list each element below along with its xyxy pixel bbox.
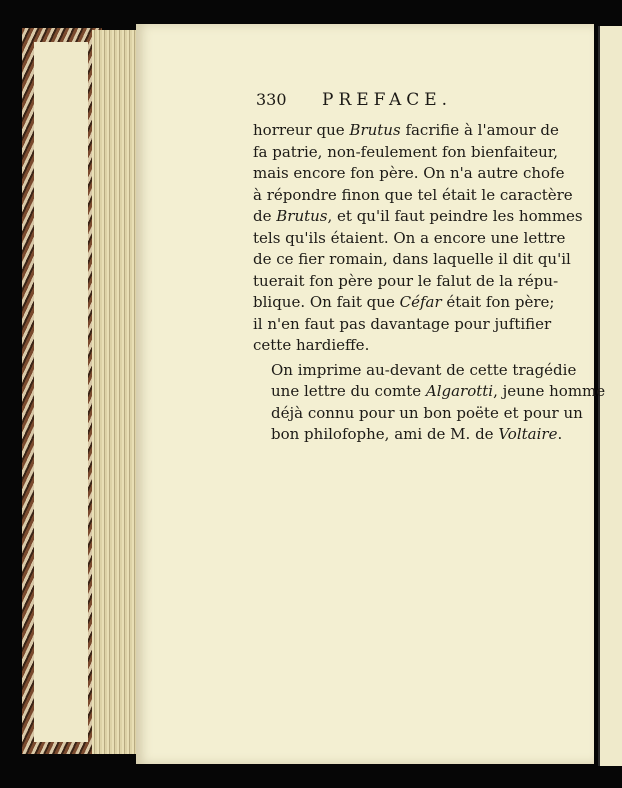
text-line <box>253 271 559 293</box>
text-line <box>253 403 583 425</box>
page-number: 330 <box>256 90 287 109</box>
text-line <box>253 360 577 382</box>
text-run: de <box>253 207 277 225</box>
text-line <box>253 424 563 446</box>
text-run: une lettre du comte <box>271 382 426 400</box>
text-run: tuerait fon père pour le falut de la répu- <box>253 271 559 290</box>
italic-name: Voltaire <box>498 425 558 443</box>
page-stack-edges <box>92 30 142 754</box>
text-run: , jeune homme <box>493 382 606 400</box>
text-line <box>253 185 573 207</box>
text-run: à répondre finon que tel était le caractère <box>253 185 573 204</box>
section-title: PREFACE. <box>322 90 453 110</box>
italic-name: Algarotti <box>425 382 494 400</box>
text-run: il n'en faut pas davantage pour juftifier <box>253 314 552 333</box>
text-run: fa patrie, non-feulement fon bienfaiteur, <box>253 142 559 161</box>
text-line <box>253 163 565 185</box>
text-line <box>253 381 606 403</box>
text-line <box>253 314 552 336</box>
text-line <box>253 335 525 357</box>
text-run: bon philofophe, ami de M. de <box>271 425 499 443</box>
text-run: cette hardieffe. <box>253 336 370 354</box>
text-run: déjà connu pour un bon poëte et pour un <box>271 403 583 422</box>
text-line <box>253 292 555 314</box>
italic-name: Brutus <box>349 121 401 139</box>
italic-name: Brutus <box>276 207 328 225</box>
paragraph-1 <box>253 120 583 357</box>
text-run: de ce fier romain, dans laquelle il dit qu'il <box>253 250 571 268</box>
text-run: blique. On fait que <box>253 293 400 311</box>
text-line <box>253 249 571 271</box>
italic-name: Céfar <box>399 293 442 311</box>
text-run: tels qu'ils étaient. On a encore une lettre <box>253 228 566 247</box>
text-line <box>253 206 583 228</box>
text-run: On imprime au-devant de cette tragédie <box>271 360 577 379</box>
text-line <box>253 142 559 164</box>
text-line <box>253 228 566 250</box>
text-run: était fon père; <box>441 293 555 311</box>
text-run: , et qu'il faut peindre les hommes <box>327 207 583 225</box>
text-run: facrifie à l'amour de <box>400 121 559 139</box>
endpaper <box>34 42 88 742</box>
body-text <box>253 120 606 446</box>
text-line <box>253 120 559 142</box>
text-run: . <box>557 425 563 443</box>
text-run: mais encore fon père. On n'a autre chofe <box>253 164 565 182</box>
running-head <box>256 86 596 114</box>
book-page <box>136 24 606 764</box>
paragraph-2 <box>253 360 606 446</box>
text-run: horreur que <box>253 121 350 139</box>
